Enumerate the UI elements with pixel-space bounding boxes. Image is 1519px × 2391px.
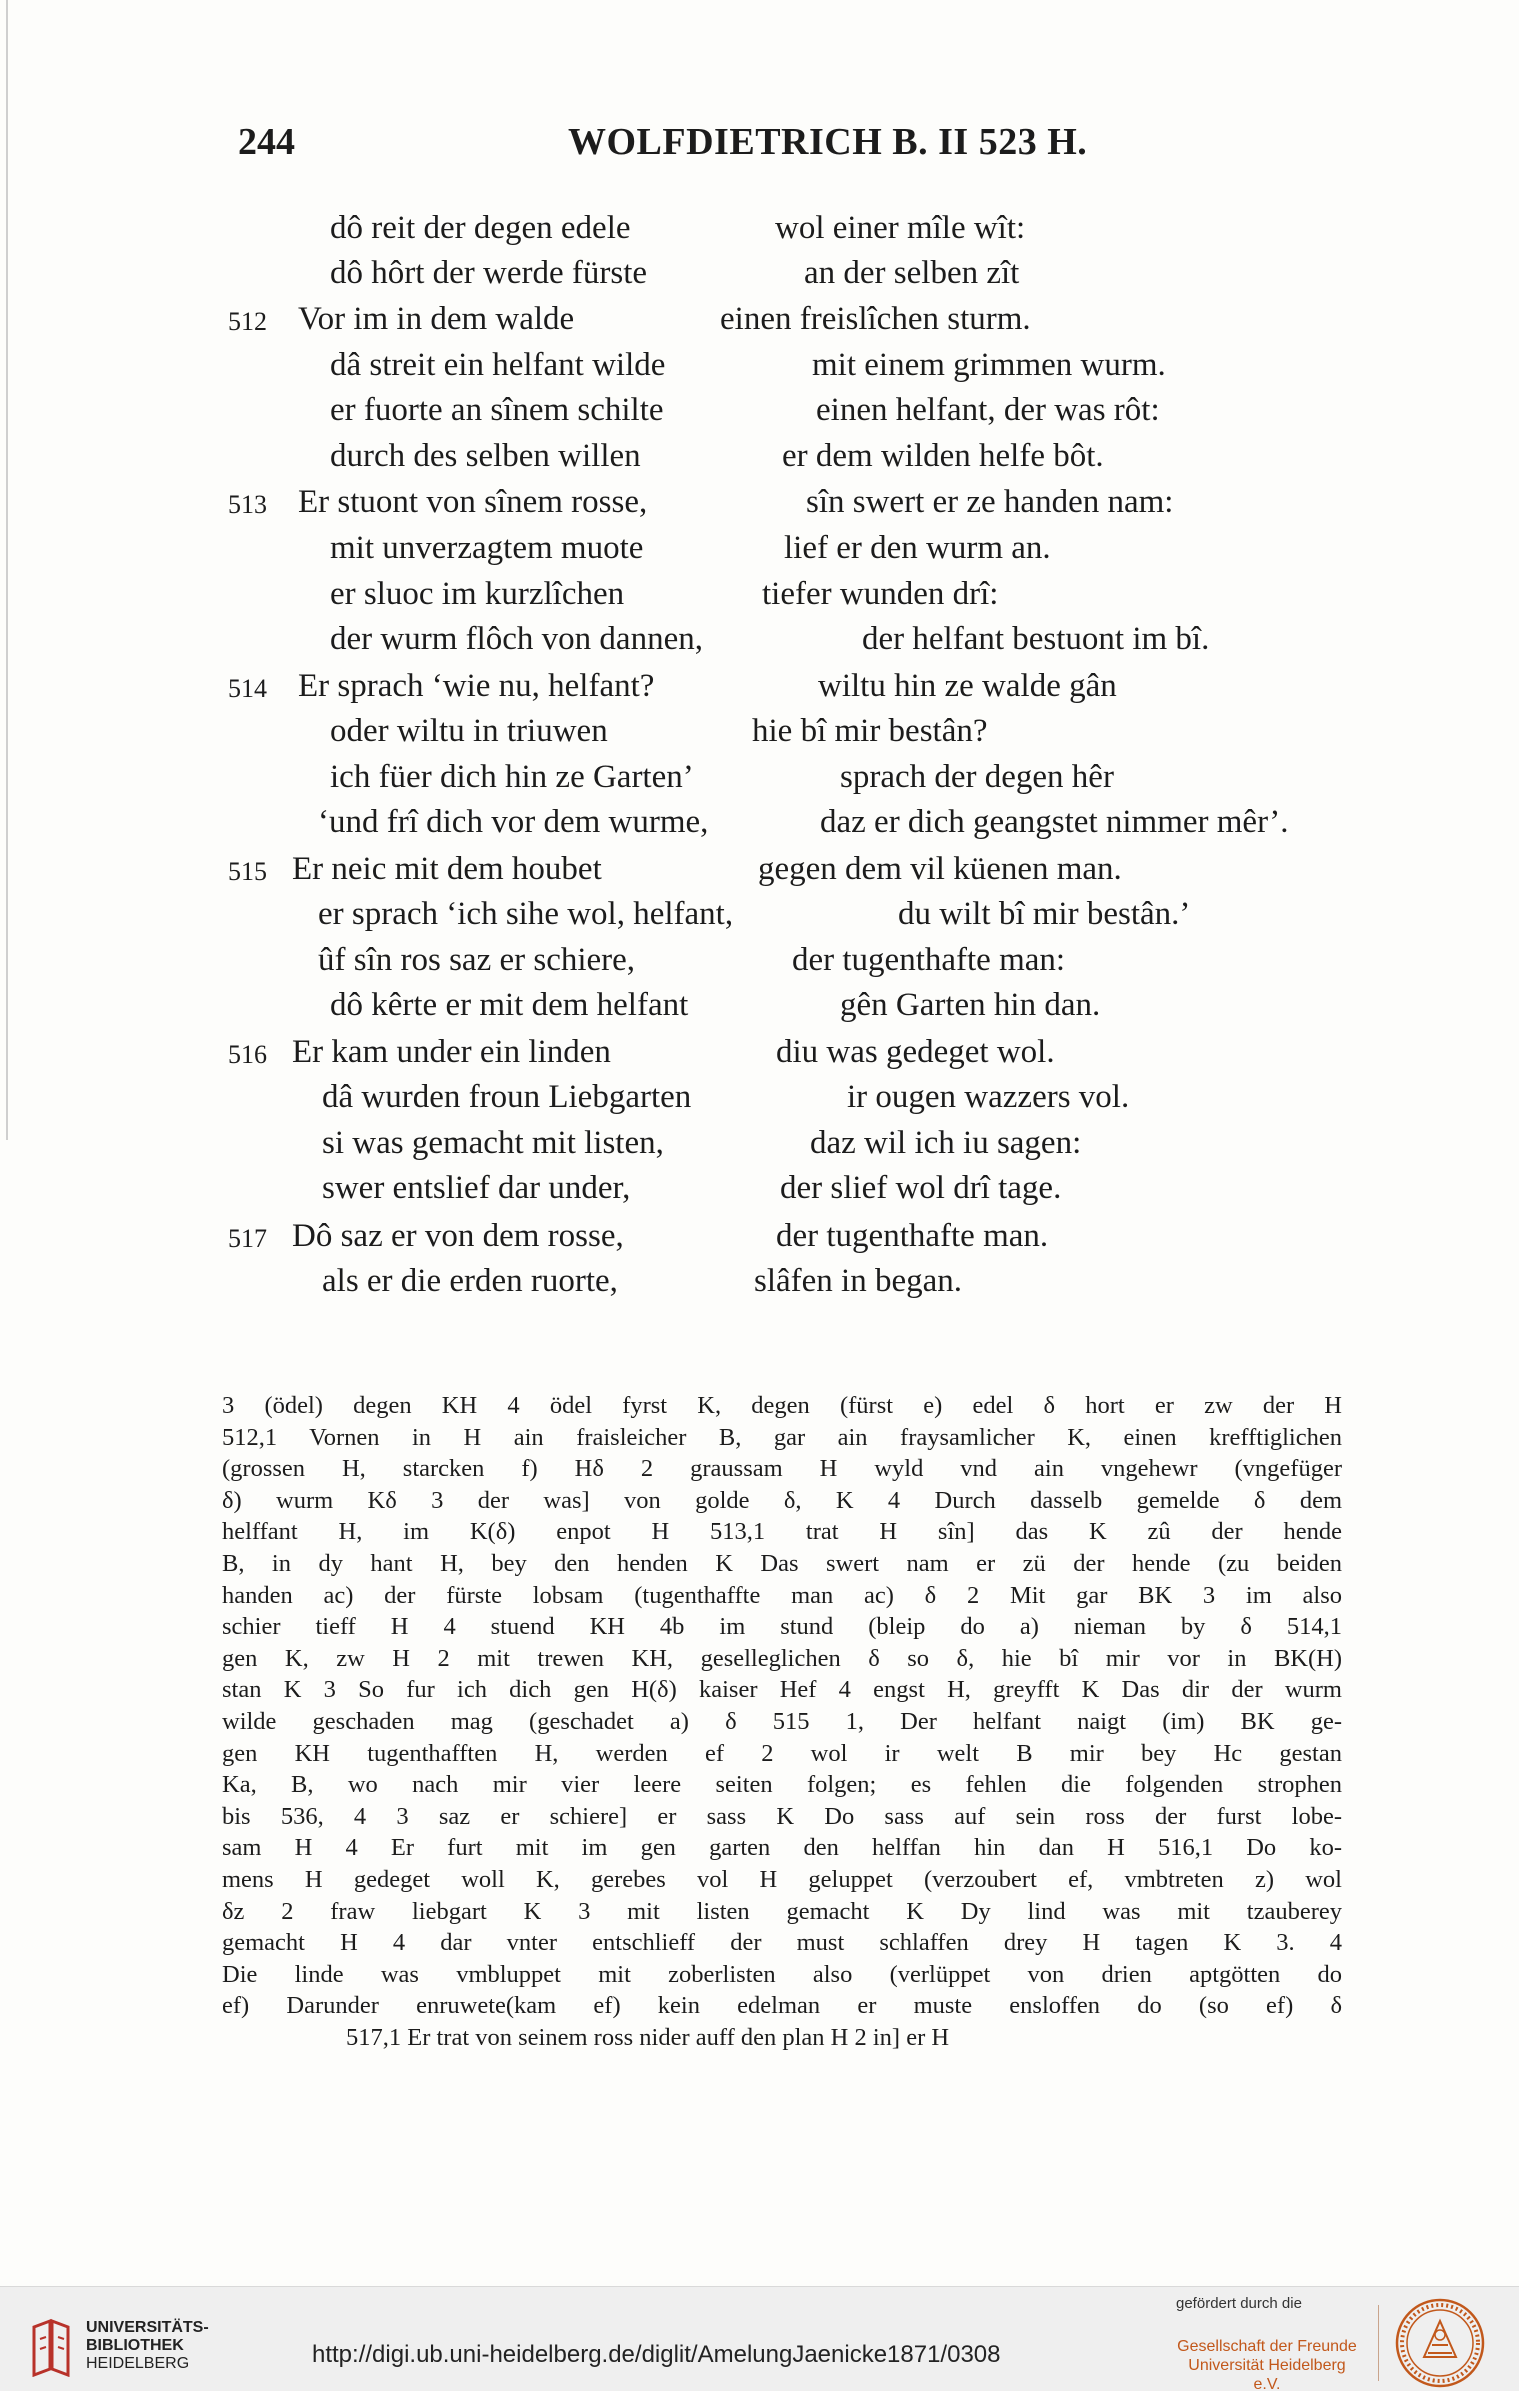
strophe-number: 514	[228, 674, 267, 703]
verse-second-half: der slief wol drî tage.	[780, 1170, 1062, 1206]
verse-second-half: daz wil ich iu sagen:	[810, 1125, 1082, 1161]
verse-first-half: durch des selben willen	[330, 438, 641, 474]
verse-line	[0, 255, 1519, 301]
strophe-number: 516	[228, 1040, 267, 1069]
verse-first-half: dâ streit ein helfant wilde	[330, 347, 666, 383]
verse-line	[0, 301, 1519, 347]
verse-second-half: wiltu hin ze walde gân	[818, 668, 1117, 704]
verse-line	[0, 1034, 1519, 1080]
apparatus-line: gemacht H 4 dar vnter entschlieff der must schlaffen drey H tagen K 3. 4	[222, 1929, 1342, 1957]
verse-second-half: hie bî mir bestân?	[752, 713, 988, 749]
verse-line	[0, 987, 1519, 1033]
page-number: 244	[238, 121, 295, 163]
apparatus-line: handen ac) der fürste lobsam (tugenthaffte man ac) δ 2 Mit gar BK 3 im also	[222, 1581, 1342, 1609]
verse-first-half: er sprach ‘ich sihe wol, helfant,	[318, 896, 734, 932]
apparatus-line: gen K, zw H 2 mit trewen KH, geselleglichen δ so δ, hie bî mir vor in BK(H)	[222, 1644, 1342, 1672]
verse-line	[0, 713, 1519, 759]
verse-first-half: Er neic mit dem houbet	[292, 851, 602, 887]
apparatus-line: schier tieff H 4 stuend KH 4b im stund (bleip do a) nieman by δ 514,1	[222, 1613, 1342, 1641]
verse-second-half: slâfen in began.	[754, 1263, 963, 1299]
verse-second-half: daz er dich geangstet nimmer mêr’.	[820, 804, 1289, 840]
running-title: WOLFDIETRICH B. II 523 H.	[568, 121, 1088, 163]
verse-second-half: er dem wilden helfe bôt.	[782, 438, 1104, 474]
strophe-number: 512	[228, 307, 267, 336]
apparatus-line: wilde geschaden mag (geschadet a) δ 515 1, Der helfant naigt (im) BK ge-	[222, 1707, 1342, 1735]
verse-first-half: dô hôrt der werde fürste	[330, 255, 648, 291]
verse-first-half: ‘und frî dich vor dem wurme,	[318, 804, 709, 840]
verse-line	[0, 942, 1519, 988]
verse-line	[0, 1079, 1519, 1125]
verse-second-half: an der selben zît	[804, 255, 1020, 291]
verse-second-half: gên Garten hin dan.	[840, 987, 1101, 1023]
apparatus-line: 512,1 Vornen in H ain fraisleicher B, gar ain fraysamlicher K, einen krefftiglichen	[222, 1423, 1342, 1451]
verse-line	[0, 1170, 1519, 1216]
verse-second-half: der tugenthafte man:	[792, 942, 1066, 978]
apparatus-line: B, in dy hant H, bey den henden K Das swert nam er zü der hende (zu beiden	[222, 1549, 1342, 1577]
apparatus-line: gen KH tugenthafften H, werden ef 2 wol ir welt B mir bey Hc gestan	[222, 1739, 1342, 1767]
society-name: Gesellschaft der Freunde Universität Heidelberg e.V.	[1177, 2338, 1357, 2391]
verse-line	[0, 392, 1519, 438]
apparatus-line: 517,1 Er trat von seinem ross nider auff den plan H 2 in] er H	[346, 2023, 950, 2051]
apparatus-line: δ) wurm Kδ 3 der was] von golde δ, K 4 Durch dasselb gemelde δ dem	[222, 1486, 1342, 1514]
verse-first-half: er sluoc im kurzlîchen	[330, 576, 625, 612]
verse-line	[0, 438, 1519, 484]
verse-second-half: sîn swert er ze handen nam:	[806, 484, 1174, 520]
verse-second-half: der helfant bestuont im bî.	[862, 621, 1210, 657]
sponsor-label: gefördert durch die	[1176, 2295, 1302, 2312]
verse-first-half: Vor im in dem walde	[298, 301, 575, 337]
verse-line	[0, 668, 1519, 714]
strophe-number: 517	[228, 1224, 267, 1253]
verse-first-half: dâ wurden froun Liebgarten	[322, 1079, 692, 1115]
apparatus-line: δz 2 fraw liebgart K 3 mit listen gemacht K Dy lind was mit tzauberey	[222, 1897, 1342, 1925]
university-seal-icon	[1394, 2297, 1486, 2389]
verse-second-half: lief er den wurm an.	[784, 530, 1051, 566]
verse-first-half: Dô saz er von dem rosse,	[292, 1218, 624, 1254]
verse-second-half: sprach der degen hêr	[840, 759, 1114, 795]
library-name: UNIVERSITÄTS- BIBLIOTHEK HEIDELBERG	[86, 2319, 209, 2372]
verse-first-half: oder wiltu in triuwen	[330, 713, 608, 749]
apparatus-line: sam H 4 Er furt mit im gen garten den helffan hin dan H 516,1 Do ko-	[222, 1834, 1342, 1862]
verse-line	[0, 210, 1519, 256]
verse-first-half: Er stuont von sînem rosse,	[298, 484, 648, 520]
verse-first-half: swer entslief dar under,	[322, 1170, 631, 1206]
verse-second-half: wol einer mîle wît:	[775, 210, 1026, 246]
verse-line	[0, 484, 1519, 530]
verse-first-half: si was gemacht mit listen,	[322, 1125, 664, 1161]
apparatus-line: helffant H, im K(δ) enpot H 513,1 trat H sîn] das K zû der hende	[222, 1518, 1342, 1546]
strophe-number: 513	[228, 490, 267, 519]
verse-second-half: tiefer wunden drî:	[762, 576, 999, 612]
verse-first-half: Er sprach ‘wie nu, helfant?	[298, 668, 655, 704]
verse-line	[0, 621, 1519, 667]
verse-first-half: der wurm flôch von dannen,	[330, 621, 703, 657]
footer-divider	[1378, 2305, 1379, 2381]
verse-first-half: Er kam under ein linden	[292, 1034, 611, 1070]
viewer-footer	[0, 2286, 1519, 2391]
verse-line	[0, 1218, 1519, 1264]
page-header	[238, 120, 1338, 170]
verse-line	[0, 851, 1519, 897]
verse-second-half: du wilt bî mir bestân.’	[898, 896, 1191, 932]
apparatus-line: (grossen H, starcken f) Hδ 2 graussam H wyld vnd ain vngehewr (vngefüger	[222, 1455, 1342, 1483]
apparatus-line: mens H gedeget woll K, gerebes vol H geluppet (verzoubert ef, vmbtreten z) wol	[222, 1865, 1342, 1893]
verse-line	[0, 1125, 1519, 1171]
verse-second-half: ir ougen wazzers vol.	[847, 1079, 1130, 1115]
strophe-number: 515	[228, 857, 267, 886]
verse-line	[0, 347, 1519, 393]
critical-apparatus	[222, 1390, 1342, 2053]
verse-second-half: einen helfant, der was rôt:	[816, 392, 1160, 428]
apparatus-line: Die linde was vmbluppet mit zoberlisten also (verlüppet von drien aptgötten do	[222, 1960, 1342, 1988]
apparatus-line: ef) Darunder enruwete(kam ef) kein edelman er muste ensloffen do (so ef) δ	[222, 1992, 1342, 2020]
apparatus-line: bis 536, 4 3 saz er schiere] er sass K Do sass auf sein ross der furst lobe-	[222, 1802, 1342, 1830]
verse-line	[0, 576, 1519, 622]
verse-first-half: dô kêrte er mit dem helfant	[330, 987, 689, 1023]
apparatus-line: stan K 3 So fur ich dich gen H(δ) kaiser Hef 4 engst H, greyfft K Das dir der wurm	[222, 1676, 1342, 1704]
verse-second-half: diu was gedeget wol.	[776, 1034, 1055, 1070]
verse-second-half: der tugenthafte man.	[776, 1218, 1049, 1254]
verse-first-half: ich füer dich hin ze Garten’	[330, 759, 694, 795]
apparatus-line: 3 (ödel) degen KH 4 ödel fyrst K, degen (fürst e) edel δ hort er zw der H	[222, 1392, 1342, 1419]
verse-second-half: gegen dem vil küenen man.	[758, 851, 1122, 887]
verse-line	[0, 530, 1519, 576]
permalink-url[interactable]: http://digi.ub.uni-heidelberg.de/diglit/AmelungJaenicke1871/0308	[312, 2341, 1001, 2368]
verse-second-half: mit einem grimmen wurm.	[812, 347, 1166, 383]
verse-first-half: mit unverzagtem muote	[330, 530, 644, 566]
verse-second-half: einen freislîchen sturm.	[720, 301, 1031, 337]
verse-first-half: als er die erden ruorte,	[322, 1263, 618, 1299]
verse-first-half: dô reit der degen edele	[330, 210, 631, 246]
verse-line	[0, 804, 1519, 850]
verse-first-half: ûf sîn ros saz er schiere,	[318, 942, 636, 978]
verse-line	[0, 1263, 1519, 1309]
library-logo-icon	[28, 2317, 74, 2377]
apparatus-line: Ka, B, wo nach mir vier leere seiten folgen; es fehlen die folgenden strophen	[222, 1771, 1342, 1799]
verse-line	[0, 759, 1519, 805]
verse-first-half: er fuorte an sînem schilte	[330, 392, 664, 428]
verse-line	[0, 896, 1519, 942]
